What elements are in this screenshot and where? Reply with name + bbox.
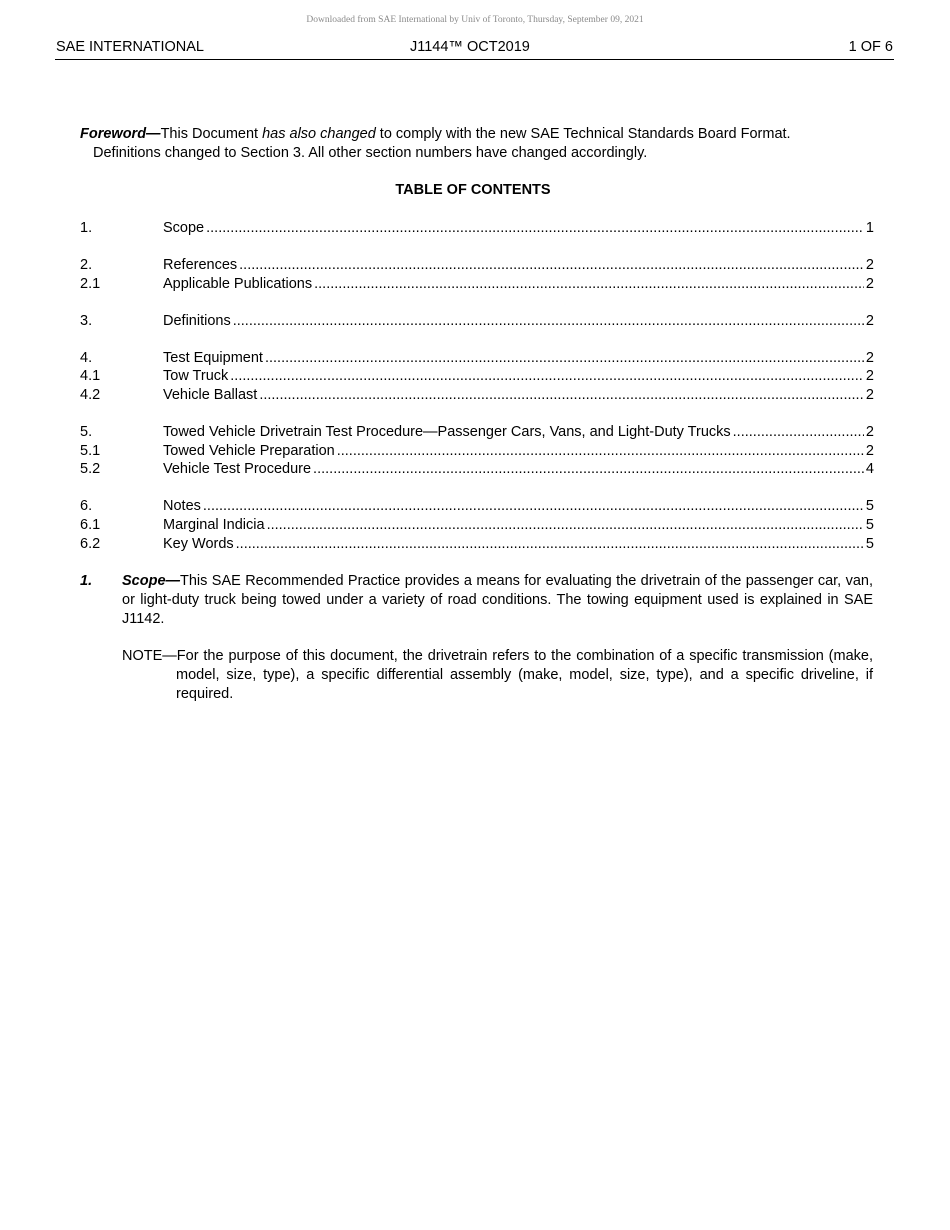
toc-page: 5	[865, 498, 874, 515]
toc-leader-dots	[239, 256, 864, 275]
toc-label: Applicable Publications	[163, 275, 313, 292]
toc-page: 5	[865, 535, 874, 552]
toc-page: 2	[865, 442, 874, 459]
toc-leader-dots	[259, 386, 864, 405]
toc-page: 5	[865, 517, 874, 534]
toc-number: 6.	[80, 498, 93, 515]
toc-row[interactable]	[80, 349, 874, 368]
toc-leader-dots	[314, 275, 864, 294]
toc-row[interactable]	[80, 497, 874, 516]
toc-title: TABLE OF CONTENTS	[395, 182, 551, 198]
note-paragraph: NOTE—For the purpose of this document, the drivetrain refers to the combination of a specific transmission (make, model, size, type), a specific differential assembly (make, model, size, type), and a specific driveline, if required.	[122, 648, 873, 702]
toc-number: 2.1	[80, 275, 101, 292]
toc-leader-dots	[337, 442, 864, 461]
toc-number: 5.	[80, 424, 93, 440]
toc-leader-dots	[236, 535, 864, 554]
toc-page: 2	[865, 312, 874, 329]
toc-row[interactable]	[80, 275, 874, 294]
header-page-number: 1 OF 6	[848, 39, 893, 55]
toc-number: 6.1	[80, 517, 101, 534]
toc-row[interactable]	[80, 312, 874, 331]
toc-row[interactable]	[80, 423, 874, 442]
foreword-paragraph	[80, 125, 873, 163]
toc-leader-dots	[203, 497, 864, 516]
toc-page: 2	[865, 387, 874, 404]
toc-number: 4.2	[80, 387, 101, 404]
toc-number: 5.1	[80, 442, 101, 459]
toc-label: Test Equipment	[163, 349, 263, 366]
toc-page: 2	[865, 424, 874, 440]
toc-leader-dots	[206, 219, 864, 238]
foreword-text-after: to comply with the new SAE Technical Standards Board Format.	[375, 126, 791, 142]
toc-row[interactable]	[80, 256, 874, 275]
toc-leader-dots	[313, 460, 864, 479]
toc-leader-dots	[233, 312, 864, 331]
toc-row[interactable]	[80, 367, 874, 386]
toc-page: 4	[865, 461, 874, 478]
toc-number: 3.	[80, 312, 93, 329]
toc-label: Vehicle Test Procedure	[163, 461, 312, 478]
toc-row[interactable]	[80, 535, 874, 554]
toc-row[interactable]	[80, 219, 874, 238]
toc-page: 2	[865, 275, 874, 292]
toc-leader-dots	[265, 349, 864, 368]
toc-row[interactable]	[80, 460, 874, 479]
toc-page: 2	[865, 368, 874, 385]
toc-label: References	[163, 256, 238, 273]
toc-label: Key Words	[163, 535, 234, 552]
page-header	[55, 37, 894, 60]
toc-row[interactable]	[80, 386, 874, 405]
toc-label: Notes	[163, 498, 201, 515]
foreword-text-before: This Document	[160, 126, 263, 142]
foreword-label: Foreword—	[80, 126, 161, 142]
scope-number: 1.	[80, 573, 93, 589]
foreword-line-2: Definitions changed to Section 3. All other section numbers have changed accordingly.	[93, 145, 648, 161]
header-document-id: J1144™ OCT2019	[410, 39, 530, 55]
toc-number: 1.	[80, 220, 93, 236]
toc-page: 1	[865, 220, 874, 236]
download-watermark: Downloaded from SAE International by Univ of Toronto, Thursday, September 09, 2021	[306, 15, 644, 25]
toc-label: Towed Vehicle Drivetrain Test Procedure—Passenger Cars, Vans, and Light-Duty Trucks	[163, 424, 731, 440]
toc-number: 2.	[80, 256, 93, 273]
toc-leader-dots	[733, 423, 864, 442]
toc-leader-dots	[267, 516, 864, 535]
toc-label: Towed Vehicle Preparation	[163, 442, 335, 459]
scope-paragraph	[122, 572, 873, 629]
toc-page: 2	[865, 349, 874, 366]
toc-label: Definitions	[163, 312, 231, 329]
toc-page: 2	[865, 256, 874, 273]
scope-text: This SAE Recommended Practice provides a means for evaluating the drivetrain of the passenger car, van, or light-duty truck being towed under a variety of road conditions. The towing equipment used is explained in SAE J1142.	[122, 573, 873, 627]
toc-label: Vehicle Ballast	[163, 387, 258, 404]
toc-row[interactable]	[80, 442, 874, 461]
toc-label: Tow Truck	[163, 368, 229, 385]
scope-section	[80, 572, 873, 629]
toc-number: 4.	[80, 349, 93, 366]
toc-row[interactable]	[80, 516, 874, 535]
foreword-emphasis: has also changed	[262, 126, 376, 142]
header-organization: SAE INTERNATIONAL	[56, 39, 204, 55]
scope-label: Scope—	[122, 573, 181, 589]
toc-label: Marginal Indicia	[163, 517, 265, 534]
toc-leader-dots	[230, 367, 864, 386]
toc-number: 4.1	[80, 368, 101, 385]
toc-number: 6.2	[80, 535, 101, 552]
toc-number: 5.2	[80, 461, 101, 478]
toc-label: Scope	[163, 220, 205, 236]
table-of-contents	[80, 219, 874, 553]
